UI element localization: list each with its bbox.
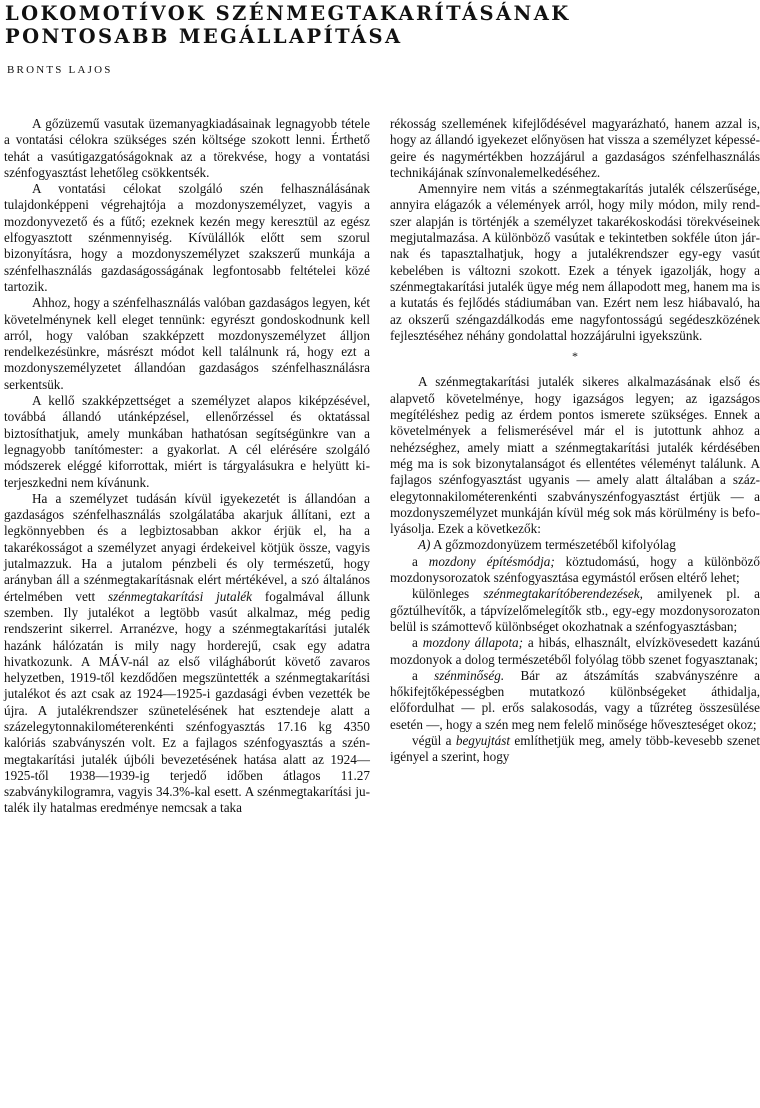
paragraph — [4, 491, 370, 817]
list-item — [390, 537, 760, 553]
title-line-1: LOKOMOTÍVOK SZÉNMEGTAKARÍTÁSÁNAK — [5, 2, 571, 25]
text-run: a — [412, 635, 423, 651]
list-item — [390, 586, 760, 635]
list-item — [390, 668, 760, 733]
paragraph: A szénmegtakarítási jutalék sikeres alkalmazásának első és alapvető követelménye, hogy igazságos legyen; az igazságos megítéléshez pedig az érdem pontos ismerete szükséges. Ennek a követelmények a felismerésével már el is jutottunk ahhoz a nehézséghez, amely miatt a szénmegtakarítási jutalék kérdésében még ma is sok bizonytalanságot és ellentétes véleményt találunk. A fajlagos szénfogyasztást ugyanis — amely alatt általában a százelegytonnakilométerenkénti szabványszénfogyasztást értjük — a mozdonyszemélyzet munkáján kívül még sok más körülmény is befolyásolja. Ezek a következők: — [390, 374, 760, 537]
right-column — [390, 116, 760, 766]
list-item — [390, 554, 760, 587]
left-column — [4, 116, 370, 817]
paragraph: A vontatási célokat szolgáló szén felhasználásának tulajdonképpeni végrehajtója a mozdonyszemélyzet, vagyis a mozdonyvezető és a fűtő; ezeknek kezén megy keresztül az egész elfogyasztott szénmennyiség. Kívülállók előtt sem szorul bizonyításra, hogy a mozdonyszemélyzet szakszerű munkája a szénfelhasználás gazdaságosságának legfontosabb feltételei közé tartozik. — [4, 181, 370, 294]
article-title — [5, 2, 760, 48]
emphasis-term: mozdony építésmódja; — [428, 553, 555, 569]
paragraph: A kellő szakképzettséget a személyzet alapos kiképzésével, továbbá állandó utánképzésel, ellenőrzéssel és oktatással biztosíthatjuk, amely munkában hathatósan segítségünkre van a legnagyobb tanítómester: a gyakorlat. A cél elérésére szolgáló módszerek eléggé kiforrottak, miért is tárgyalásukra e helyütt kiterjeszkedni nem kívánunk. — [4, 393, 370, 490]
text-run: a — [412, 553, 429, 569]
text-run: amilyenek pl. a gőztúlhevítők, a tápvízelőmelegítők stb., egy-egy mozdonysorozaton belül is számottevő különbséget okozhatnak a szénfogyasztásban; — [390, 586, 760, 634]
paragraph: A gőzüzemű vasutak üzemanyagkiadásainak legnagyobb tétele a vontatási célokra szükséges szén költsége szokott lenni. Érthető tehát a vasútigazgatóságoknak az a törekvése, hogy a vontatási szénfogyasztást lehetőleg csökkentsék. — [4, 116, 370, 180]
title-line-2: PONTOSABB MEGÁLLAPÍTÁSA — [5, 25, 403, 48]
emphasis-term: szénmegtakarítóberendezések, — [483, 586, 643, 602]
section-separator: * — [572, 349, 578, 364]
emphasis-term: szénmegtakarítási jutalék — [108, 588, 253, 604]
emphasis-term: szénminőség. — [434, 667, 505, 683]
text-run: fogalmával állunk szemben. Ily jutalékot a legtöbb vasút alkalmaz, még pedig rendszerint sikerrel. Arranézve, hogy a szénmegtakarítási jutalék hazánk hálózatán is mily nagy horderejű, csak egy adatra hivatkozunk. A MÁV-nál az első világháborút követő zavaros helyzetben, 1919-től kezdődően megszüntették a szénmegtakarítási jutalékot és azt csak az 1924—1925-i gazdasági évben vezették be újra. A jutalékrendszer szünetelésének hat esztendeje alatt a százelegytonnakilométerenkénti szénfogyasztás 17.16 kg 4350 kalóriás szabványszén volt. Ez a fajlagos szénfogyasztás a szénmegtakarítási jutalék újbóli bevezetésének hatása alatt az 1924—1925-től 1938—1939-ig terjedő időben átlagos 11.27 szabványkilogramra, vagyis 34.3%-kal esett. A szénmegtakarítási jutalék ily hatalmas eredménye nemcsak a taka — [4, 588, 370, 816]
list-item — [390, 635, 760, 668]
text-run: említhetjük meg, amely több-kevesebb szenet igényel a szerint, hogy — [390, 732, 760, 765]
emphasis-term: mozdony állapota; — [422, 635, 523, 651]
emphasis-term: begyujtást — [455, 732, 511, 748]
paragraph: Amennyire nem vitás a szénmegtakarítás jutalék célszerűsége, annyira elágazók a vélemények arról, hogy mily módon, mily rendszer alapján is történjék a személyzet takarékoskodási törekvéseinek megjutalmazása. A különböző vasútak e tekintetben sokféle úton járnak és tapasztalhatjuk, hogy a jutalékrendszer egy-egy vasút kebelében is változni szokott. Ezek a tények igazolják, hogy a szénmegtakarítási jutalék ügye még nem állapodott meg, hanem ma is a kutatás és fejlődés stádiumában van. Ezért nem lesz hiábavaló, ha az okszerű széngazdálkodás eme nagyfontosságú segédeszközének fejlesztéséhez néhány gondolattal hozzájárulni igyekszünk. — [390, 181, 760, 343]
text-run: Ha a személyzet tudásán kívül igyekezetét is állandóan a gazdaságos szénfelhasználás szolgálatába akarjuk állítani, ezt a legkönnyebben és a legbiztosabban akkor érjük el, ha a takarékosságot a személyzet anyagi érdekeivel kötjük össze, vagyis jutalmazzuk. Ha a jutalom pénzbeli és oly természetű, hogy arányban áll a szénmegtakarításnak elért mértékével, a szó általános értelmében vett — [4, 490, 370, 604]
text-run: köztudomású, hogy a különböző mozdonysorozatok szénfogyasztása egymástól erősen eltérő lehet; — [390, 553, 760, 586]
text-run: végül a — [412, 732, 456, 748]
paragraph: Ahhoz, hogy a szénfelhasználás valóban gazdaságos legyen, két követelménynek kell eleget tennünk: egyrészt gondoskodnunk kell arról, hogy valóban szakképzett mozdonyszemélyzet álljon rendelkezésünkre, másrészt módot kell találnunk rá, hogy ezt a mozdonyszemélyzetet állandóan gazdaságos szénfelhasználásra serkentsük. — [4, 295, 370, 392]
item-marker: A) — [418, 537, 431, 553]
text-run: különleges — [412, 586, 484, 602]
text-run: a hibás, elhasznált, elvízkövesedett kazánú mozdonyok a dolog természetéből folyólag több szenet fogyasztanak; — [390, 635, 760, 667]
paragraph: rékosság szellemének kifejlődésével magyarázható, hanem azzal is, hogy az állandó igyekezet előnyösen hat vissza a személyzet képességeire és nagymértékben hozzájárul a gazdaságos szénfelhasználás technikájának színvonalemelkedéséhez. — [390, 116, 760, 180]
text-run: a — [412, 667, 435, 683]
text-run: Bár az átszámítás szabványszénre a hőkifejtőképességben mutatkozó különbségeket áthidalja, előfordulhat — pl. erős salakosodás, vagy a tűzréteg összesülése esetén —, hogy a szén meg nem felelő minősége hőveszteséget okoz; — [390, 667, 760, 732]
text-run: A gőzmozdonyüzem természetéből kifolyólag — [430, 537, 676, 553]
list-item — [390, 733, 760, 766]
author-name: BRONTS LAJOS — [7, 64, 113, 76]
